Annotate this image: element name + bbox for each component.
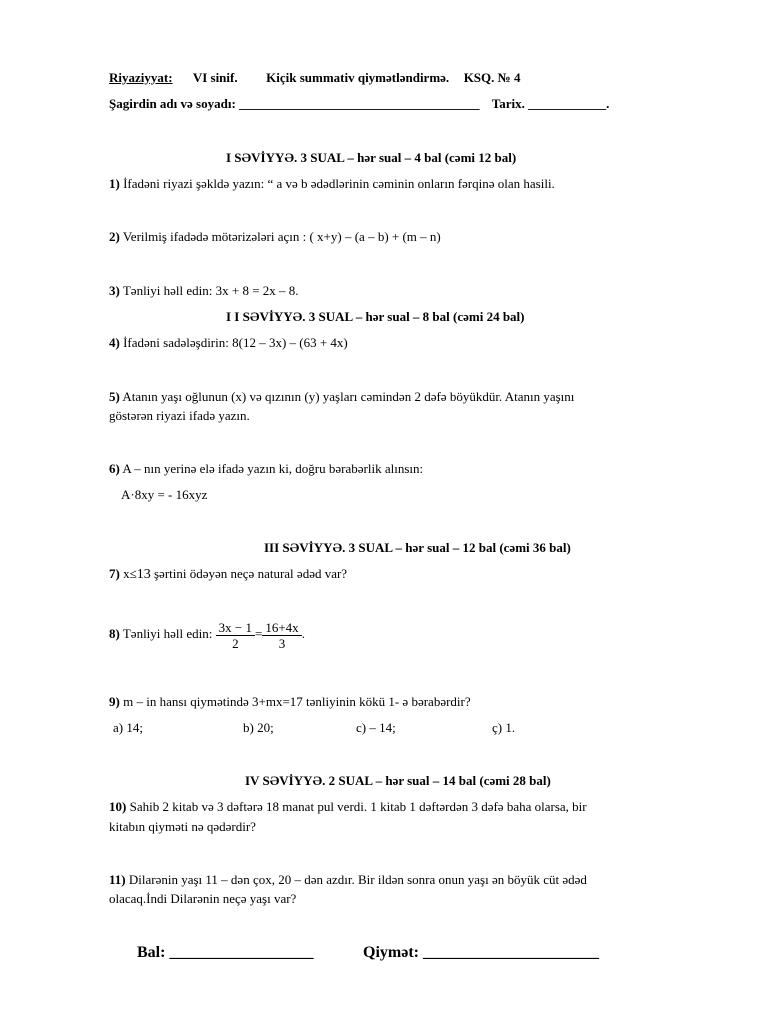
fraction-left-denominator: 2 — [232, 635, 239, 651]
question-number: 1) — [109, 176, 120, 191]
grade-line — [363, 943, 599, 963]
question-11-continuation: olacaq.İndi Dilarənin neçə yaşı var? — [109, 891, 297, 906]
level-4-heading: IV SƏVİYYƏ. 2 SUAL – hər sual – 14 bal (cəmi 28 bal) — [245, 773, 551, 788]
score-line — [137, 943, 313, 963]
question-text: Verilmiş ifadədə mötərizələri açın : ( x+y) – (a – b) + (m – n) — [122, 229, 441, 244]
question-11 — [109, 872, 587, 888]
question-number: 9) — [109, 694, 120, 709]
question-number: 4) — [109, 335, 120, 350]
question-number: 2) — [109, 229, 120, 244]
question-10 — [109, 799, 587, 815]
equals-sign: = — [255, 626, 263, 641]
question-text: Sahib 2 kitab və 3 dəftərə 18 manat pul verdi. 1 kitab 1 dəftərdən 3 dəfə baha olarsa, bir — [129, 799, 587, 814]
final-grade-label: Qiymət: — [363, 944, 419, 961]
question-text-after: şərtini ödəyən neçə natural ədəd var? — [150, 566, 348, 581]
question-10-continuation: kitabın qiyməti nə qədərdir? — [109, 819, 256, 834]
question-7 — [109, 566, 347, 583]
question-number: 5) — [109, 389, 120, 404]
student-name-blank: _____________________________________ — [239, 96, 480, 111]
question-text: Tənliyi həll edin: — [122, 626, 213, 641]
question-6 — [109, 461, 423, 477]
question-number: 10) — [109, 799, 127, 814]
question-2 — [109, 229, 441, 245]
score-blank: __________________ — [169, 944, 314, 961]
question-text-before: x≤ — [123, 566, 137, 581]
level-3-heading: III SƏVİYYƏ. 3 SUAL – hər sual – 12 bal (cəmi 36 bal) — [264, 540, 571, 555]
header-line-1 — [109, 70, 520, 86]
question-number: 3) — [109, 283, 120, 298]
question-4 — [109, 335, 348, 351]
doc-title: Kiçik summativ qiymətləndirmə. — [266, 70, 450, 85]
option-a: a) 14; — [113, 720, 143, 735]
question-3 — [109, 283, 299, 299]
header-line-2 — [109, 96, 609, 112]
fraction-left — [216, 620, 255, 651]
option-ch: ç) 1. — [492, 720, 516, 735]
option-c: c) – 14; — [356, 720, 396, 735]
question-5 — [109, 389, 574, 405]
question-text: m – in hansı qiymətində 3+mx=17 tənliyinin kökü 1- ə bərabərdir? — [123, 694, 471, 709]
grade-label: VI sinif. — [192, 70, 238, 85]
question-number: 7) — [109, 566, 120, 581]
question-1 — [109, 176, 555, 192]
question-6-formula: A·8xy = - 16xyz — [121, 487, 208, 502]
date-blank: ____________. — [528, 96, 610, 111]
student-name-label: Şagirdin adı və soyadı: — [109, 96, 236, 111]
fraction-left-numerator: 3x − 1 — [216, 620, 255, 636]
fraction-right — [262, 620, 301, 651]
question-9 — [109, 694, 471, 710]
score-label: Bal: — [137, 944, 166, 961]
final-grade-blank: ______________________ — [422, 944, 599, 961]
question-text: İfadəni sadələşdirin: 8(12 – 3x) – (63 + 4x) — [123, 335, 348, 350]
question-number: 8) — [109, 626, 120, 641]
level-1-heading: I SƏVİYYƏ. 3 SUAL – hər sual – 4 bal (cəmi 12 bal) — [226, 150, 517, 165]
date-label: Tarix. — [491, 96, 525, 111]
question-text: Tənliyi həll edin: 3x + 8 = 2x – 8. — [122, 283, 299, 298]
question-value: 13 — [136, 567, 151, 582]
doc-code: KSQ. № 4 — [463, 70, 521, 85]
question-8 — [109, 618, 305, 651]
question-text: Atanın yaşı oğlunun (x) və qızının (y) yaşları cəmindən 2 dəfə böyükdür. Atanın yaşını — [122, 389, 575, 404]
fraction-right-denominator: 3 — [278, 635, 286, 651]
period: . — [301, 626, 305, 641]
fraction-right-numerator: 16+4x — [262, 620, 301, 636]
question-text: İfadəni riyazi şəkldə yazın: “ a və b ədədlərinin cəminin onların fərqinə olan hasili. — [123, 176, 555, 191]
question-5-continuation: göstərən riyazi ifadə yazın. — [109, 408, 250, 423]
level-2-heading: I I SƏVİYYƏ. 3 SUAL – hər sual – 8 bal (cəmi 24 bal) — [226, 309, 525, 324]
question-text: A – nın yerinə elə ifadə yazın ki, doğru bərabərlik alınsın: — [122, 461, 424, 476]
question-number: 6) — [109, 461, 120, 476]
question-text: Dilarənin yaşı 11 – dən çox, 20 – dən azdır. Bir ildən sonra onun yaşı ən böyük cüt ədəd — [128, 872, 587, 887]
option-b: b) 20; — [243, 720, 274, 735]
question-number: 11) — [109, 872, 126, 887]
subject-label: Riyaziyyat: — [109, 70, 173, 85]
